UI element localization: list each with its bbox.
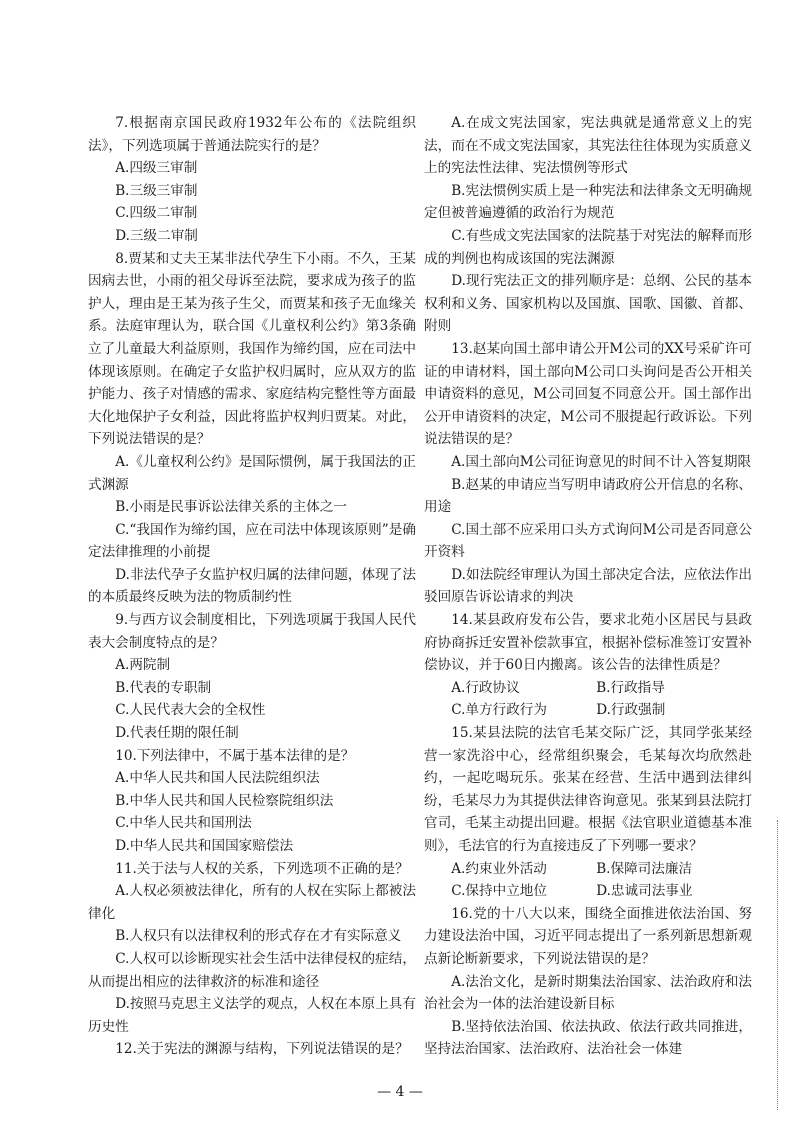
- question-11-option-a: A.人权必须被法律化，所有的人权在实际上都被法律化: [88, 883, 416, 922]
- question-11-stem: 11.关于法与人权的关系，下列选项不正确的是？: [115, 860, 409, 877]
- question-7-stem: 7.根据南京国民政府1932年公布的《法院组织法》，下列选项属于普通法院实行的是？: [88, 115, 416, 154]
- question-13-stem: 13.赵某向国土部申请公开M公司的XX号采矿许可证的申请材料，国土部向M公司口头询问是否公开相关申请资料的意见，M公司回复不同意公开。国土部作出公开申请资料的决定，M公司不服提起行政诉讼。下列说法错误的是？: [424, 340, 752, 448]
- question-9-option-c: C.人民代表大会的全权性: [115, 702, 266, 719]
- question-11-option-d: D.按照马克思主义法学的观点，人权在本原上具有历史性: [88, 996, 416, 1035]
- question-13-option-d: D.如法院经审理认为国土部决定合法，应依法作出驳回原告诉讼请求的判决: [424, 566, 752, 606]
- question-12-stem: 12.关于宪法的渊源与结构，下列说法错误的是？: [115, 1041, 409, 1058]
- question-16-option-a: A.法治文化，是新时期集法治国家、法治政府和法治社会为一体的法治建设新目标: [424, 973, 752, 1013]
- question-11-option-b: B.人权只有以法律权利的形式存在才有实际意义: [115, 928, 402, 945]
- question-10-option-b: B.中华人民共和国人民检察院组织法: [115, 792, 334, 809]
- question-15-option-a: A.约束业外活动: [451, 860, 547, 877]
- question-13-option-c: C.国土部不应采用口头方式询问M公司是否同意公开资料: [424, 521, 752, 561]
- question-7-option-c: C.四级二审制: [115, 205, 198, 222]
- question-11-option-c: C.人权可以诊断现实社会生活中法律侵权的症结，从而提出相应的法律救济的标准和途径: [88, 950, 416, 990]
- question-9-stem: 9.与西方议会制度相比，下列选项属于我国人民代表大会制度特点的是？: [88, 612, 416, 651]
- question-7-option-b: B.三级三审制: [115, 182, 198, 199]
- question-14-option-c: C.单方行政行为: [451, 702, 547, 719]
- question-10-option-d: D.中华人民共和国国家赔偿法: [115, 838, 294, 854]
- left-column: [88, 112, 416, 1061]
- question-15-options-row-1: [424, 858, 752, 881]
- question-10-stem: 10.下列法律中，不属于基本法律的是？: [115, 747, 355, 764]
- question-12-option-d: D.现行宪法正文的排列顺序是：总纲、公民的基本权利和义务、国家机构以及国旗、国歌、国徽、首都、附则: [424, 273, 752, 335]
- question-14-option-b: B.行政指导: [596, 679, 665, 696]
- question-7-option-d: D.三级二审制: [115, 227, 198, 244]
- question-9-option-b: B.代表的专职制: [115, 679, 212, 696]
- question-10-option-a: A.中华人民共和国人民法院组织法: [115, 770, 320, 787]
- question-16-option-b: B.坚持依法治国、依法执政、依法行政共同推进，坚持法治国家、法治政府、法治社会一体建: [424, 1018, 752, 1058]
- question-15-option-c: C.保持中立地位: [451, 883, 547, 900]
- question-8-option-d: D.非法代孕子女监护权归属的法律问题，体现了法的本质最终反映为法的物质制约性: [88, 566, 416, 606]
- question-14-options-row-2: [424, 699, 752, 722]
- question-12-option-c: C.有些成文宪法国家的法院基于对宪法的解释而形成的判例也构成该国的宪法渊源: [424, 227, 752, 267]
- question-9-option-a: A.两院制: [115, 657, 171, 674]
- question-10-option-c: C.中华人民共和国刑法: [115, 815, 252, 832]
- question-14-stem: 14.某县政府发布公告，要求北苑小区居民与县政府协商拆迁安置补偿款事宜，根据补偿标准签订安置补偿协议，并于60日内搬离。该公告的法律性质是？: [424, 612, 752, 674]
- question-16-stem: 16.党的十八大以来，围绕全面推进依法治国、努力建设法治中国，习近平同志提出了一系列新思想新观点新论断新要求，下列说法错误的是？: [424, 905, 752, 967]
- question-7-option-a: A.四级三审制: [115, 160, 198, 177]
- question-14-option-d: D.行政强制: [596, 702, 666, 719]
- binding-edge-dots: [775, 820, 778, 1110]
- question-12-option-b: B.宪法惯例实质上是一种宪法和法律条文无明确规定但被普遍遵循的政治行为规范: [424, 182, 752, 222]
- question-15-option-b: B.保障司法廉洁: [596, 860, 693, 877]
- question-8-option-b: B.小雨是民事诉讼法律关系的主体之一: [115, 499, 347, 516]
- question-12-option-a: A.在成文宪法国家，宪法典就是通常意义上的宪法，而在不成文宪法国家，其宪法往往体现为实质意义上的宪法性法律、宪法惯例等形式: [424, 115, 752, 177]
- question-15-stem: 15.某县法院的法官毛某交际广泛，其同学张某经营一家洗浴中心，经常组织聚会，毛某每次均欣然赴约，一起吃喝玩乐。张某在经营、生活中遇到法律纠纷，毛某尽力为其提供法律咨询意见。张某到县法院打官司，毛某主动提出回避。根据《法官职业道德基本准则》，毛法官的行为直接违反了下列哪一要求？: [424, 725, 752, 854]
- question-13-option-b: B.赵某的申请应当写明申请政府公开信息的名称、用途: [424, 476, 752, 516]
- question-15-option-d: D.忠诚司法事业: [596, 883, 693, 900]
- question-15-options-row-2: [424, 880, 752, 903]
- question-8-stem: 8.贾某和丈夫王某非法代孕生下小雨。不久，王某因病去世，小雨的祖父母诉至法院，要求成为孩子的监护人，理由是王某为孩子生父，而贾某和孩子无血缘关系。法庭审理认为，联合国《儿童权利公约》第3条确立了儿童最大利益原则，我国作为缔约国，应在司法中体现该原则。在确定子女监护权归属时，应从双方的监护能力、孩子对情感的需求、家庭结构完整性等方面最大化地保护子女利益，因此将监护权判归贾某。对此，下列说法错误的是？: [88, 250, 416, 448]
- question-8-option-a: A.《儿童权利公约》是国际惯例，属于我国法的正式渊源: [88, 453, 416, 493]
- question-8-option-c: C.“我国作为缔约国，应在司法中体现该原则”是确定法律推理的小前提: [88, 521, 416, 561]
- question-13-option-a: A.国土部向M公司征询意见的时间不计入答复期限: [451, 453, 752, 470]
- question-9-option-d: D.代表任期的限任制: [115, 725, 239, 742]
- question-14-option-a: A.行政协议: [451, 679, 520, 696]
- page-number: — 4 —: [377, 1084, 423, 1100]
- question-14-options-row-1: [424, 677, 752, 700]
- right-column: [424, 112, 752, 1061]
